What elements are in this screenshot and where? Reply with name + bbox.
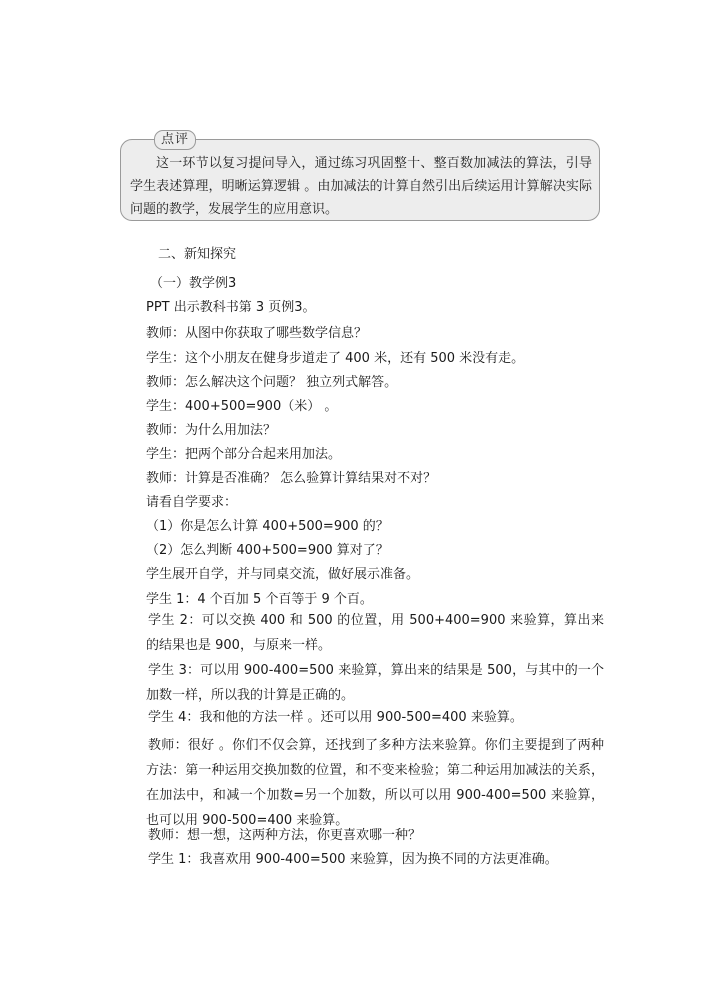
text-paragraph: 学生 3：可以用 900-400=500 来验算，算出来的结果是 500，与其中的一个加数一样，所以我的计算是正确的。 [146, 663, 604, 703]
text-line: 教师：为什么用加法？ [146, 423, 277, 438]
text-line: 教师：怎么解决这个问题？ 独立列式解答。 [146, 375, 398, 390]
text-paragraph: 学生 4：我和他的方法一样 。还可以用 900-500=400 来验算。 [148, 710, 523, 725]
text-line: （1）你是怎么计算 400+500=900 的？ [146, 519, 389, 534]
text-paragraph: 学生 2：可以交换 400 和 500 的位置，用 500+400=900 来验算，算出来的结果也是 900，与原来一样。 [146, 613, 604, 653]
text-line: 学生 1：4 个百加 5 个百等于 9 个百。 [146, 592, 373, 607]
text-line: 学生：把两个部分合起来用加法。 [146, 447, 342, 462]
text-line: 学生：这个小朋友在健身步道走了 400 米，还有 500 米没有走。 [146, 351, 525, 366]
text-paragraph: 教师：很好 。你们不仅会算，还找到了多种方法来验算。你们主要提到了两种方法：第一种运用交换加数的位置，和不变来检验；第二种运用加减法的关系，在加法中，和减一个加数=另一个加数，所以可以用 900-400=500 来验算，也可以用 900-500=400 来验算。 [146, 738, 604, 828]
text-line: 学生展开自学，并与同桌交流，做好展示准备。 [146, 567, 420, 582]
text-line: 学生：400+500=900（米） 。 [146, 399, 338, 414]
text-paragraph: 教师：想一想，这两种方法，你更喜欢哪一种？ [148, 828, 422, 843]
text-line: 教师：计算是否准确？ 怎么验算计算结果对不对？ [146, 471, 437, 486]
subsection-title: （一）教学例3 [150, 276, 237, 291]
section-title: 二、新知探究 [158, 247, 237, 262]
review-tag: 点评 [154, 130, 196, 150]
text-paragraph: 学生 1：我喜欢用 900-400=500 来验算，因为换不同的方法更准确。 [148, 852, 558, 867]
text-line: 教师：从图中你获取了哪些数学信息？ [146, 326, 368, 341]
review-text: 这一环节以复习提问导入，通过练习巩固整十、整百数加减法的算法，引导学生表述算理，明晰运算逻辑 。由加减法的计算自然引出后续运用计算解决实际问题的教学，发展学生的应用意识。 [130, 156, 592, 217]
text-line: 请看自学要求： [146, 495, 238, 510]
text-line: PPT 出示教科书第 3 页例3。 [146, 300, 316, 315]
text-line: （2）怎么判断 400+500=900 算对了？ [146, 543, 389, 558]
